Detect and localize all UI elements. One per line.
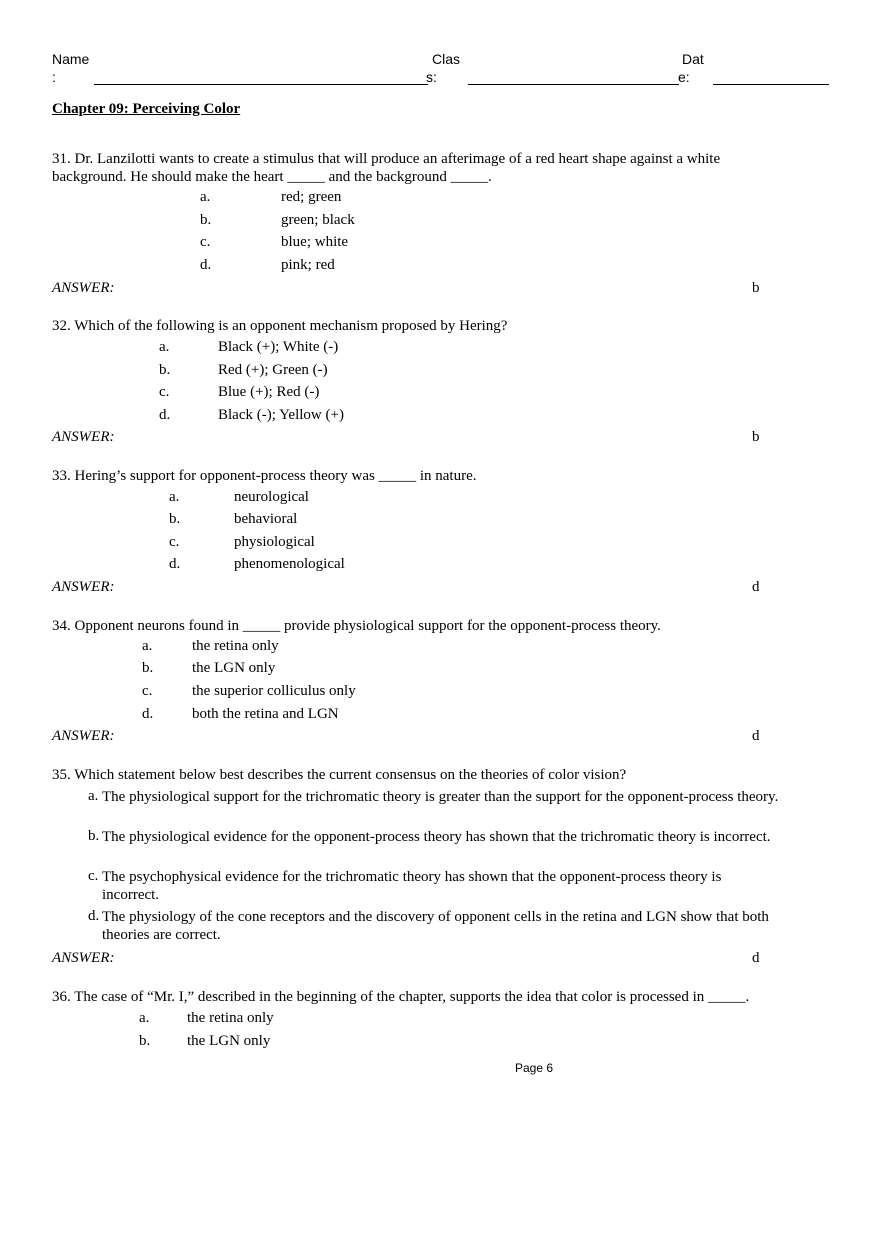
option-text: the retina only	[187, 1010, 274, 1026]
option-text: green; black	[281, 212, 355, 228]
option-letter: a.	[139, 1010, 150, 1026]
question-text: 36. The case of “Mr. I,” described in the beginning of the chapter, supports the idea that color is processed in _____.	[52, 989, 750, 1005]
answer-label: ANSWER:	[52, 429, 115, 445]
option-letter: c.	[142, 683, 153, 699]
option-letter: d.	[88, 908, 100, 924]
option-text: Black (+); White (-)	[218, 339, 339, 355]
option-text: The physiological evidence for the opponent-process theory has shown that the trichromatic theory is incorrect.	[102, 829, 771, 845]
question-text: 31. Dr. Lanzilotti wants to create a stimulus that will produce an afterimage of a red heart shape against a white	[52, 151, 721, 167]
question-text: 33. Hering’s support for opponent-process theory was _____ in nature.	[52, 468, 477, 484]
question-text: 34. Opponent neurons found in _____ provide physiological support for the opponent-process theory.	[52, 618, 661, 634]
option-text: The psychophysical evidence for the trichromatic theory has shown that the opponent-process theory is incorrect.	[102, 869, 722, 903]
option-letter: a.	[88, 788, 99, 804]
option-text: Red (+); Green (-)	[218, 362, 328, 378]
question-text: 35. Which statement below best describes the current consensus on the theories of color vision?	[52, 767, 627, 783]
option-text: behavioral	[234, 511, 298, 527]
page-number: Page 6	[515, 1061, 554, 1075]
option-letter: d.	[159, 407, 171, 423]
option-text: the LGN only	[192, 660, 276, 676]
option-text: the superior colliculus only	[192, 683, 356, 699]
option-text: the retina only	[192, 638, 279, 654]
option-letter: c.	[169, 534, 180, 550]
answer-value: b	[752, 280, 760, 296]
option-text: The physiology of the cone receptors and the discovery of opponent cells in the retina and LGN show that both theories are correct.	[102, 909, 769, 943]
option-letter: b.	[159, 362, 171, 378]
answer-value: b	[752, 429, 760, 445]
option-text: Black (-); Yellow (+)	[218, 407, 344, 423]
answer-value: d	[752, 950, 760, 966]
option-letter: d.	[142, 706, 154, 722]
option-text: the LGN only	[187, 1033, 271, 1049]
option-text: The physiological support for the trichromatic theory is greater than the support for the opponent-process theory.	[102, 789, 779, 805]
option-letter: a.	[200, 189, 211, 205]
option-text: both the retina and LGN	[192, 706, 339, 722]
option-letter: c.	[88, 868, 99, 884]
question-text: 32. Which of the following is an opponent mechanism proposed by Hering?	[52, 318, 508, 334]
option-letter: c.	[200, 234, 211, 250]
option-text: pink; red	[281, 257, 335, 273]
name-label-colon: :	[52, 69, 56, 85]
answer-label: ANSWER:	[52, 950, 115, 966]
option-letter: b.	[200, 212, 212, 228]
option-letter: d.	[200, 257, 212, 273]
question-text-cont: background. He should make the heart _____ and the background _____.	[52, 169, 492, 185]
option-letter: a.	[159, 339, 170, 355]
option-letter: b.	[169, 511, 181, 527]
date-label: Dat	[682, 51, 704, 67]
date-field-line[interactable]	[713, 84, 829, 85]
option-letter: b.	[142, 660, 154, 676]
name-label: Name	[52, 51, 90, 67]
option-letter: c.	[159, 384, 170, 400]
option-text: neurological	[234, 489, 309, 505]
chapter-title: Chapter 09: Perceiving Color	[52, 101, 241, 117]
option-letter: b.	[88, 828, 100, 844]
class-label-suffix: s:	[426, 69, 437, 85]
class-field-line[interactable]	[468, 84, 679, 85]
name-field-line[interactable]	[94, 84, 428, 85]
option-text: blue; white	[281, 234, 349, 250]
date-label-suffix: e:	[678, 69, 690, 85]
option-text: red; green	[281, 189, 342, 205]
option-letter: b.	[139, 1033, 151, 1049]
option-text: physiological	[234, 534, 315, 550]
class-label: Clas	[432, 51, 461, 67]
option-text: phenomenological	[234, 556, 345, 572]
option-letter: a.	[169, 489, 180, 505]
answer-value: d	[752, 728, 760, 744]
option-letter: a.	[142, 638, 153, 654]
answer-label: ANSWER:	[52, 579, 115, 595]
option-letter: d.	[169, 556, 181, 572]
option-text: Blue (+); Red (-)	[218, 384, 320, 400]
answer-label: ANSWER:	[52, 728, 115, 744]
answer-value: d	[752, 579, 760, 595]
answer-label: ANSWER:	[52, 280, 115, 296]
